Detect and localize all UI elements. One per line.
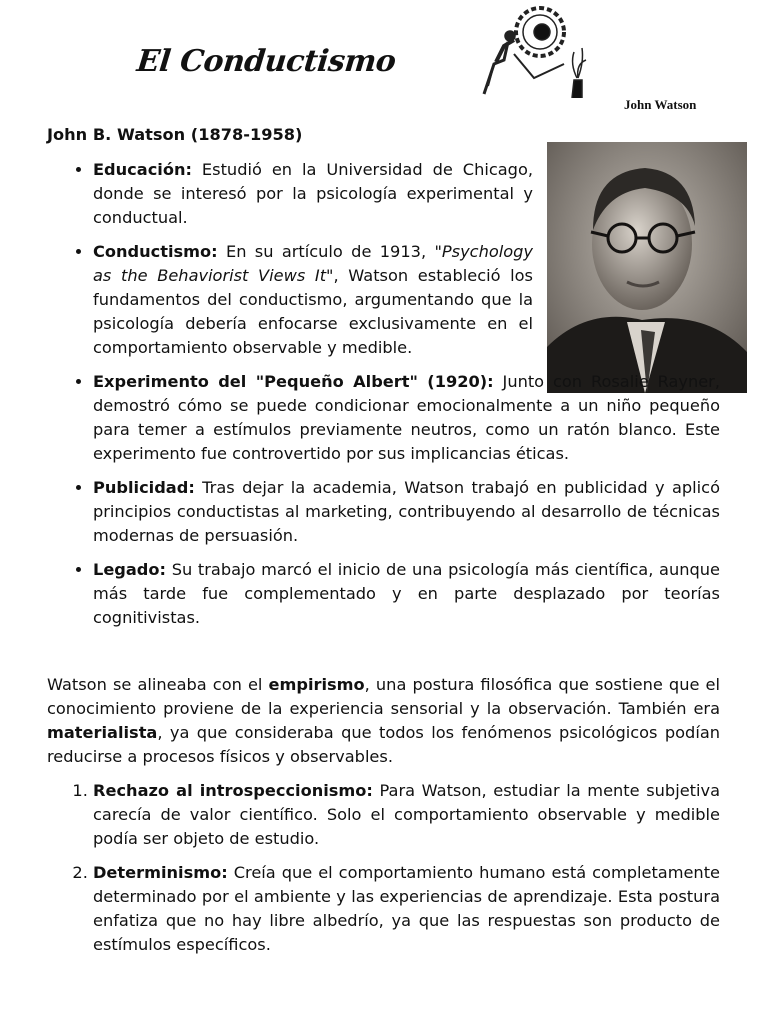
item-text: Tras dejar la academia, Watson trabajó en publicidad y aplicó principios conductistas al marketing, contribuyendo al desarrollo de técnicas modernas de persuasión. (93, 478, 720, 545)
list-item (93, 158, 533, 230)
item-label: Conductismo: (93, 242, 218, 261)
item-text: , Watson estableció los fundamentos del conductismo, argumentando que la psicología debería enfocarse exclusivamente en el comportamiento observable y medible. (93, 266, 533, 357)
item-label: Experimento del "Pequeño Albert" (1920): (93, 372, 494, 391)
item-text: Estudió en la Universidad de Chicago, donde se interesó por la psicología experimental y conductual. (93, 160, 533, 227)
item-text: En su artículo de 1913, (217, 242, 435, 261)
item-label: Educación: (93, 160, 192, 179)
list-item (93, 558, 720, 630)
gear-climber-illustration (474, 2, 598, 98)
list-item (93, 861, 720, 957)
principles-list (47, 779, 720, 957)
emphasis-term: materialista (47, 723, 158, 742)
list-item (93, 240, 533, 360)
item-text: Creía que el comportamiento humano está completamente determinado por el ambiente y las experiencias de aprendizaje. Esta postura enfatiza que no hay libre albedrío, ya que las respuestas son producto de estímulos específicos. (93, 863, 720, 954)
item-label: Legado: (93, 560, 166, 579)
item-label: Publicidad: (93, 478, 195, 497)
list-item (93, 779, 720, 851)
list-item (93, 370, 720, 466)
item-text: Junto con Rosalie Rayner, demostró cómo se puede condicionar emocionalmente a un niño pequeño para temer a estímulos previamente neutros, como un ratón blanco. Este experimento fue controvertido por sus implicancias éticas. (93, 372, 720, 463)
emphasis-term: empirismo (268, 675, 365, 694)
paragraph-text: Watson se alineaba con el (47, 675, 269, 694)
item-label: Rechazo al introspeccionismo: (93, 781, 373, 800)
page-title: El Conductismo (135, 44, 398, 79)
body-paragraph (47, 673, 720, 769)
portrait-caption: John Watson (624, 97, 697, 112)
article-title: "Psychology as the Behaviorist Views It" (93, 242, 533, 285)
list-item (93, 476, 720, 548)
paragraph-text: , ya que consideraba que todos los fenómenos psicológicos podían reducirse a procesos físicos y observables. (47, 723, 720, 766)
item-label: Determinismo: (93, 863, 228, 882)
item-text: Su trabajo marcó el inicio de una psicología más científica, aunque más tarde fue complementado y en parte desplazado por teorías cognitivistas. (93, 560, 720, 627)
document-body (47, 158, 720, 967)
paragraph-text: , una postura filosófica que sostiene que el conocimiento proviene de la experiencia sensorial y la observación. También era (47, 675, 720, 718)
biography-list (47, 158, 720, 630)
section-heading: John B. Watson (1878-1958) (47, 125, 303, 144)
item-text: Para Watson, estudiar la mente subjetiva carecía de valor científico. Solo el comportamiento observable y medible podía ser objeto de estudio. (93, 781, 720, 848)
